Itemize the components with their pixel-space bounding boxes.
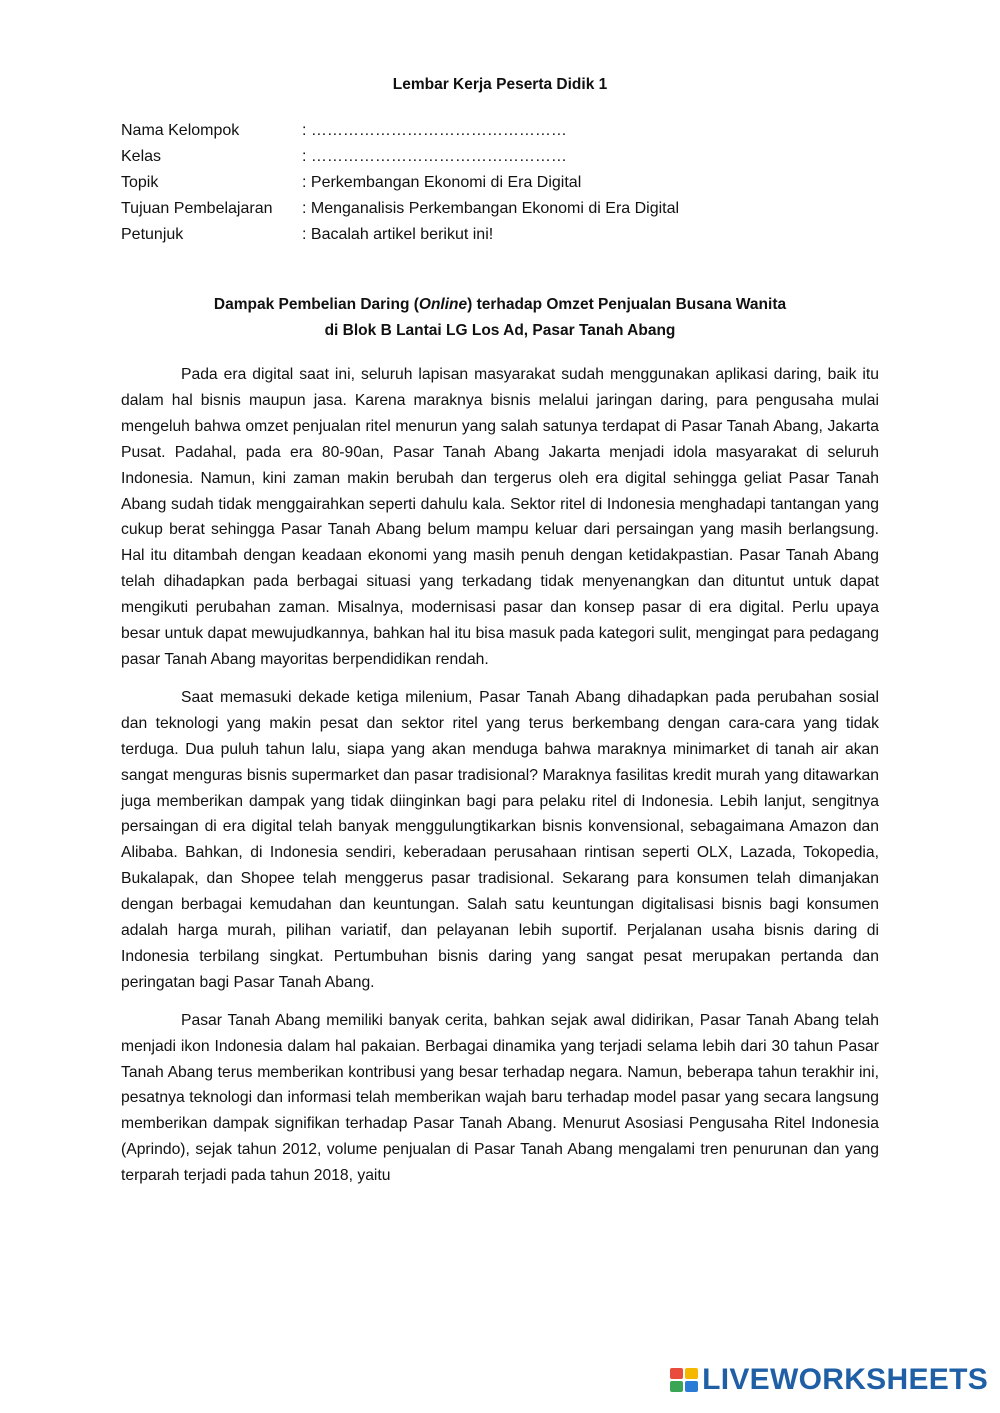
info-row-learning-goal <box>121 196 679 222</box>
info-label: Tujuan Pembelajaran <box>121 200 273 217</box>
group-name-field[interactable]: : ………………………………………… <box>302 122 567 139</box>
info-label: Kelas <box>121 148 162 165</box>
liveworksheets-logo-icon <box>670 1368 698 1392</box>
article-paragraph: Pasar Tanah Abang memiliki banyak cerita, bahkan sejak awal didirikan, Pasar Tanah Abang telah menjadi ikon Indonesia dalam hal pakaian. Berbagai dinamika yang terjadi selama lebih dari 30 tahun Pasar Tanah Abang terus memberikan kontribusi yang besar terhadap negara. Namun, beberapa tahun terakhir ini, pesatnya teknologi dan informasi telah memberikan wajah baru terhadap model pasar yang secara langsung memberikan dampak signifikan terhadap Pasar Tanah Abang. Menurut Asosiasi Pengusaha Ritel Indonesia (Aprindo), sejak tahun 2012, volume penjualan di Pasar Tanah Abang mengalami tren penurunan dan yang terparah terjadi pada tahun 2018, yaitu <box>121 1011 879 1185</box>
article-title-part: ) terhadap Omzet Penjualan Busana Wanita <box>467 296 787 313</box>
liveworksheets-logo-text: LIVEWORKSHEETS <box>702 1363 988 1396</box>
info-value: : Menganalisis Perkembangan Ekonomi di Era Digital <box>302 200 680 217</box>
article-title-italic: Online <box>418 296 468 313</box>
info-row-topic <box>121 170 679 196</box>
info-row-class <box>121 144 679 170</box>
worksheet-info-table <box>121 118 679 248</box>
info-value: : Bacalah artikel berikut ini! <box>302 226 494 243</box>
article-title <box>121 292 879 344</box>
article-paragraph: Pada era digital saat ini, seluruh lapisan masyarakat sudah menggunakan aplikasi daring, baik itu dalam hal bisnis maupun jasa. Karena maraknya bisnis melalui jaringan daring, para pengusaha mulai mengeluh bahwa omzet penjualan ritel menurun yang salah satunya terdapat di Pasar Tanah Abang, Jakarta Pusat. Padahal, pada era 80-90an, Pasar Tanah Abang Jakarta menjadi idola masyarakat di seluruh Indonesia. Namun, kini zaman makin berubah dan tergerus oleh era digital sehingga geliat Pasar Tanah Abang sudah tidak menggairahkan seperti dahulu kala. Sektor ritel di Indonesia menghadapi tantangan yang cukup berat sehingga Pasar Tanah Abang belum mampu keluar dari persaingan yang masih berlangsung. Hal itu ditambah dengan keadaan ekonomi yang masih penuh dengan ketidakpastian. Pasar Tanah Abang telah dihadapkan pada berbagai situasi yang terkadang tidak menyenangkan dan dituntut untuk dapat mengikuti perubahan zaman. Misalnya, modernisasi pasar dan konsep pasar di era digital. Perlu upaya besar untuk dapat mewujudkannya, bahkan hal itu bisa masuk pada kategori sulit, mengingat para pedagang pasar Tanah Abang mayoritas berpendidikan rendah. <box>121 366 879 668</box>
liveworksheets-brand <box>670 1363 988 1397</box>
article-paragraph: Saat memasuki dekade ketiga milenium, Pasar Tanah Abang dihadapkan pada perubahan sosial dan teknologi yang makin pesat dan sektor ritel yang terus berkembang dengan cara-cara yang tidak terduga. Dua puluh tahun lalu, siapa yang akan menduga bahwa maraknya minimarket di tanah air akan sangat menguras bisnis supermarket dan pasar tradisional? Maraknya fasilitas kredit murah yang ditawarkan juga memberikan dampak yang tidak diinginkan bagi para pelaku ritel di Indonesia. Lebih lanjut, sengitnya persaingan di era digital telah banyak menggulungtikarkan bisnis konvensional, sebagaimana Amazon dan Alibaba. Bahkan, di Indonesia sendiri, keberadaan perusahaan rintisan seperti OLX, Lazada, Tokopedia, Bukalapak, dan Shopee telah menggerus pasar tradisional. Sekarang para konsumen telah dimanjakan dengan berbagai kemudahan dan keuntungan. Salah satu keuntungan digitalisasi bisnis bagi konsumen adalah harga murah, pilihan variatif, dan pelayanan lebih suportif. Perjalanan usaha bisnis daring di Indonesia terbilang singkat. Pertumbuhan bisnis daring yang sangat pesat merupakan pertanda dan peringatan bagi Pasar Tanah Abang. <box>121 688 879 991</box>
info-row-group-name <box>121 118 679 144</box>
article-title-part: Dampak Pembelian Daring ( <box>213 296 419 313</box>
info-label: Petunjuk <box>121 226 184 243</box>
info-label: Nama Kelompok <box>121 122 240 139</box>
info-label: Topik <box>121 174 159 191</box>
document-title: Lembar Kerja Peserta Didik 1 <box>392 76 608 93</box>
article-title-line2: di Blok B Lantai LG Los Ad, Pasar Tanah Abang <box>324 322 676 339</box>
info-row-instructions <box>121 222 679 248</box>
info-value: : Perkembangan Ekonomi di Era Digital <box>302 174 582 191</box>
class-field[interactable]: : ………………………………………… <box>302 148 567 165</box>
worksheet-page <box>121 72 879 1201</box>
